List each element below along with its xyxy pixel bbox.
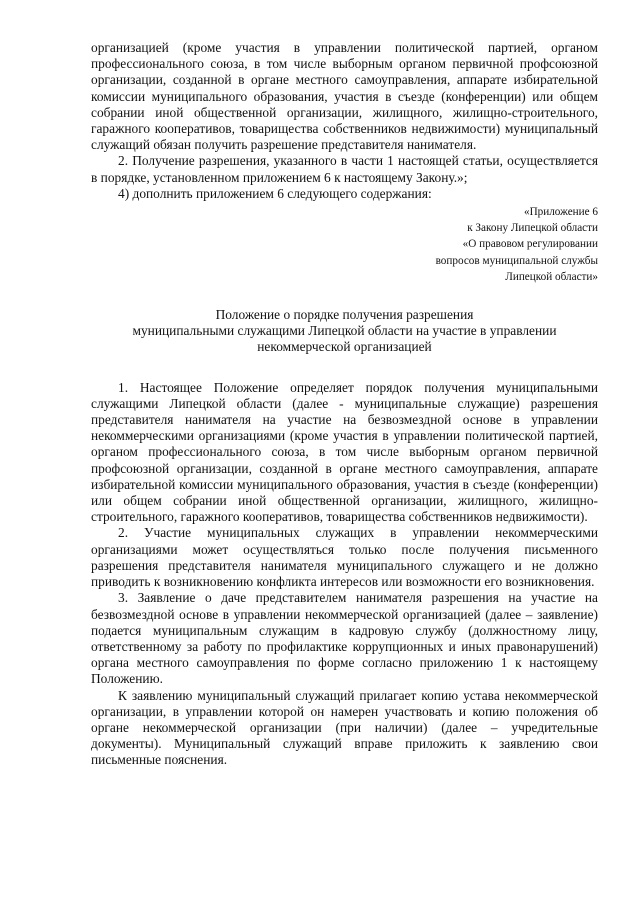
appendix-line: Липецкой области»	[505, 270, 598, 283]
paragraph-3: 3. Заявление о даче представителем нанимателя разрешения на участие на безвозмездной основе в управлении некоммерческой организацией (далее – заявление) подается муниципальным служащим в кадровую службу (должностному лицу, ответственному за работу по профилактике коррупционных и иных правонарушений) органа местного самоуправления по форме согласно приложению 1 к настоящему Положению.	[91, 590, 598, 687]
document-body	[91, 40, 598, 769]
appendix-reference	[91, 204, 598, 285]
appendix-line: к Закону Липецкой области	[467, 222, 598, 235]
paragraph-4: К заявлению муниципальный служащий прилагает копию устава некоммерческой организации, в управлении которой он намерен участвовать и копию положения об органе некоммерческой организации (при наличии) (далее – учредительные документы). Муниципальный служащий вправе приложить к заявлению свои письменные пояснения.	[91, 687, 598, 768]
title-line: муниципальными служащими Липецкой области на участие в управлении	[132, 323, 557, 339]
item-4-paragraph: 4) дополнить приложением 6 следующего содержания:	[118, 185, 432, 201]
intro-item-2-paragraph: 2. Получение разрешения, указанного в части 1 настоящей статьи, осуществляется в порядке, установленном приложением 6 к настоящему Закону.»;	[91, 153, 598, 185]
title-line: некоммерческой организацией	[257, 339, 432, 355]
spacer	[91, 356, 598, 380]
appendix-line: вопросов муниципальной службы	[435, 254, 598, 267]
title-line: Положение о порядке получения разрешения	[215, 307, 474, 323]
appendix-line: «Приложение 6	[523, 206, 598, 219]
regulation-title	[91, 307, 598, 356]
paragraph-1: 1. Настоящее Положение определяет порядок получения муниципальными служащими Липецкой области (далее - муниципальные служащие) разрешения представителя нанимателя на участие на безвозмездной основе в управлении некоммерческими организациями (кроме участия в управлении политической партией, органом профессионального союза, в том числе выборным органом первичной профсоюзной организации, созданной в органе местного самоуправления, аппарате избирательной комиссии муниципального образования, участия в съезде (конференции) или общем собрании иной общественной организации, жилищного, жилищно-строительного, гаражного кооперативов, товарищества собственников недвижимости).	[91, 379, 598, 525]
intro-continuation-paragraph: организацией (кроме участия в управлении политической партией, органом профессионального союза, в том числе выборным органом первичной профсоюзной организации, созданной в органе местного самоуправления, аппарате избирательной комиссии муниципального образования, участия в съезде (конференции) или общем собрании иной общественной организации, жилищного, жилищно-строительного, гаражного кооперативов, товарищества собственников недвижимости) муниципальный служащий обязан получить разрешение представителя нанимателя.	[91, 40, 598, 153]
appendix-line: «О правовом регулировании	[462, 238, 598, 251]
paragraph-2: 2. Участие муниципальных служащих в управлении некоммерческими организациями может осуществляться только после получения письменного разрешения представителя нанимателя муниципального служащего и не должно приводить к возникновению конфликта интересов или возможности его возникновения.	[91, 525, 598, 590]
